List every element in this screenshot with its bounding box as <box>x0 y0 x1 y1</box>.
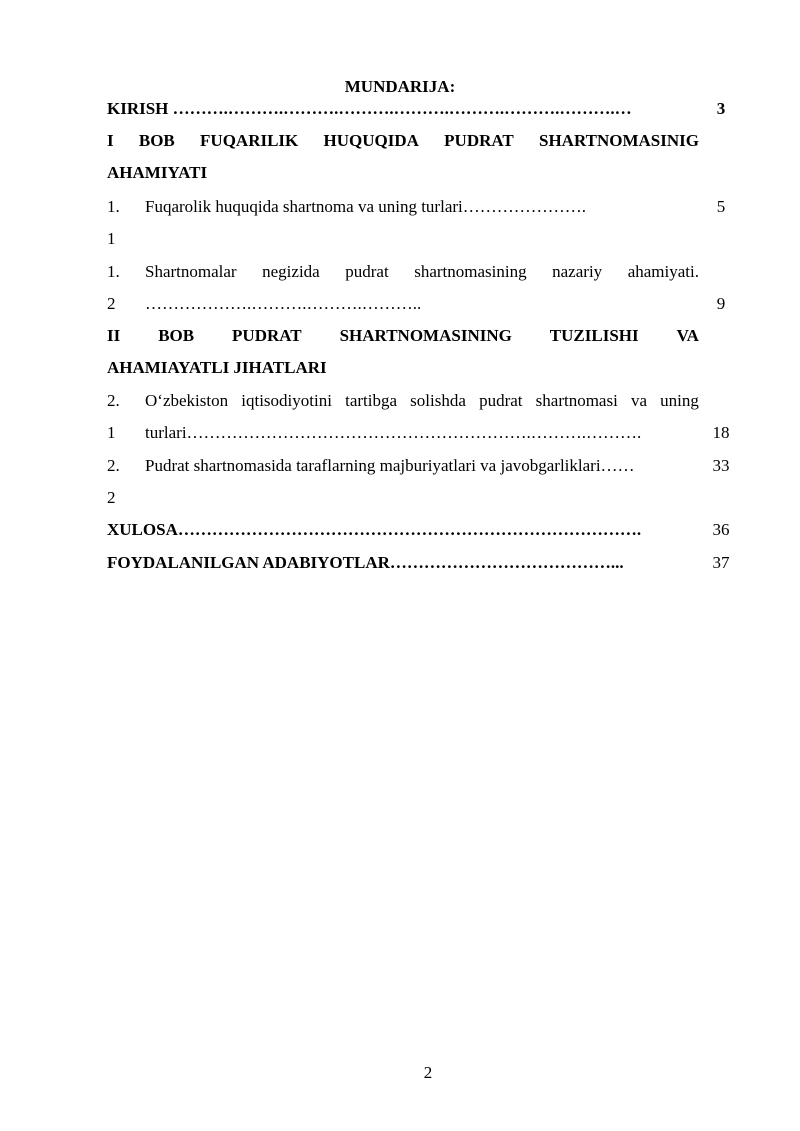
toc-entry-label: FOYDALANILGAN ADABIYOTLAR…………………………………... <box>107 553 624 572</box>
section-number: 1. <box>107 197 120 216</box>
label-word: Shartnomalar <box>145 262 237 281</box>
label-word: pudrat <box>479 391 523 410</box>
label-word: shartnomasining <box>414 262 527 281</box>
page-number: 2 <box>423 1063 433 1082</box>
section-number: 2 <box>107 488 116 507</box>
toc-page-number: 37 <box>712 553 730 572</box>
toc-page-number: 3 <box>716 99 726 118</box>
toc-entry-label: Fuqarolik huquqida shartnoma va uning turlari…………………. <box>145 197 586 216</box>
label-word: solishda <box>410 391 466 410</box>
title-word: BOB <box>158 326 195 345</box>
section-number: 2. <box>107 391 120 410</box>
chapter-title-line: AHAMIAYATLI JIHATLARI <box>107 358 327 377</box>
label-word: ahamiyati. <box>627 262 699 281</box>
toc-entry-label: KIRISH ……….……….……….……….……….……….……….……….… <box>107 99 632 118</box>
label-word: va <box>630 391 648 410</box>
section-number: 1. <box>107 262 120 281</box>
title-word: SHARTNOMASINIG <box>539 131 699 150</box>
title-word: BOB <box>138 131 175 150</box>
toc-heading: MUNDARIJA: <box>344 77 456 96</box>
chapter-title-line <box>107 131 699 151</box>
title-word: TUZILISHI <box>549 326 639 345</box>
label-word: iqtisodiyotini <box>241 391 332 410</box>
toc-entry-label: turlari…………………………………………………….……….………. <box>145 423 642 442</box>
toc-entry-label: Pudrat shartnomasida taraflarning majburiyatlari va javobgarliklari…… <box>145 456 635 475</box>
section-number: 1 <box>107 229 116 248</box>
toc-page-number: 18 <box>712 423 730 442</box>
title-word: SHARTNOMASINING <box>339 326 512 345</box>
title-word: HUQUQIDA <box>323 131 419 150</box>
label-word: uning <box>660 391 699 410</box>
label-word: O‘zbekiston <box>145 391 229 410</box>
toc-entry-label: XULOSA………………………………………………………………………. <box>107 520 642 539</box>
chapter-title-line <box>107 326 699 346</box>
label-word: tartibga <box>345 391 398 410</box>
title-word: II <box>107 326 121 345</box>
label-word: nazariy <box>552 262 603 281</box>
title-word: PUDRAT <box>232 326 302 345</box>
title-word: VA <box>676 326 699 345</box>
label-word: shartnomasi <box>535 391 618 410</box>
title-word: PUDRAT <box>444 131 514 150</box>
chapter-title-line: AHAMIYATI <box>107 163 208 182</box>
toc-page-number: 36 <box>712 520 730 539</box>
section-number: 1 <box>107 423 116 442</box>
toc-page-number: 9 <box>716 294 726 313</box>
title-word: FUQARILIK <box>200 131 299 150</box>
toc-entry-label <box>145 391 699 411</box>
toc-page-number: 33 <box>712 456 730 475</box>
label-word: negizida <box>262 262 320 281</box>
toc-page-number: 5 <box>716 197 726 216</box>
toc-entry-dots: ……………….……….……….……….. <box>145 294 422 313</box>
toc-entry-label <box>145 262 699 282</box>
section-number: 2. <box>107 456 120 475</box>
title-word: I <box>107 131 114 150</box>
label-word: pudrat <box>345 262 389 281</box>
section-number: 2 <box>107 294 116 313</box>
